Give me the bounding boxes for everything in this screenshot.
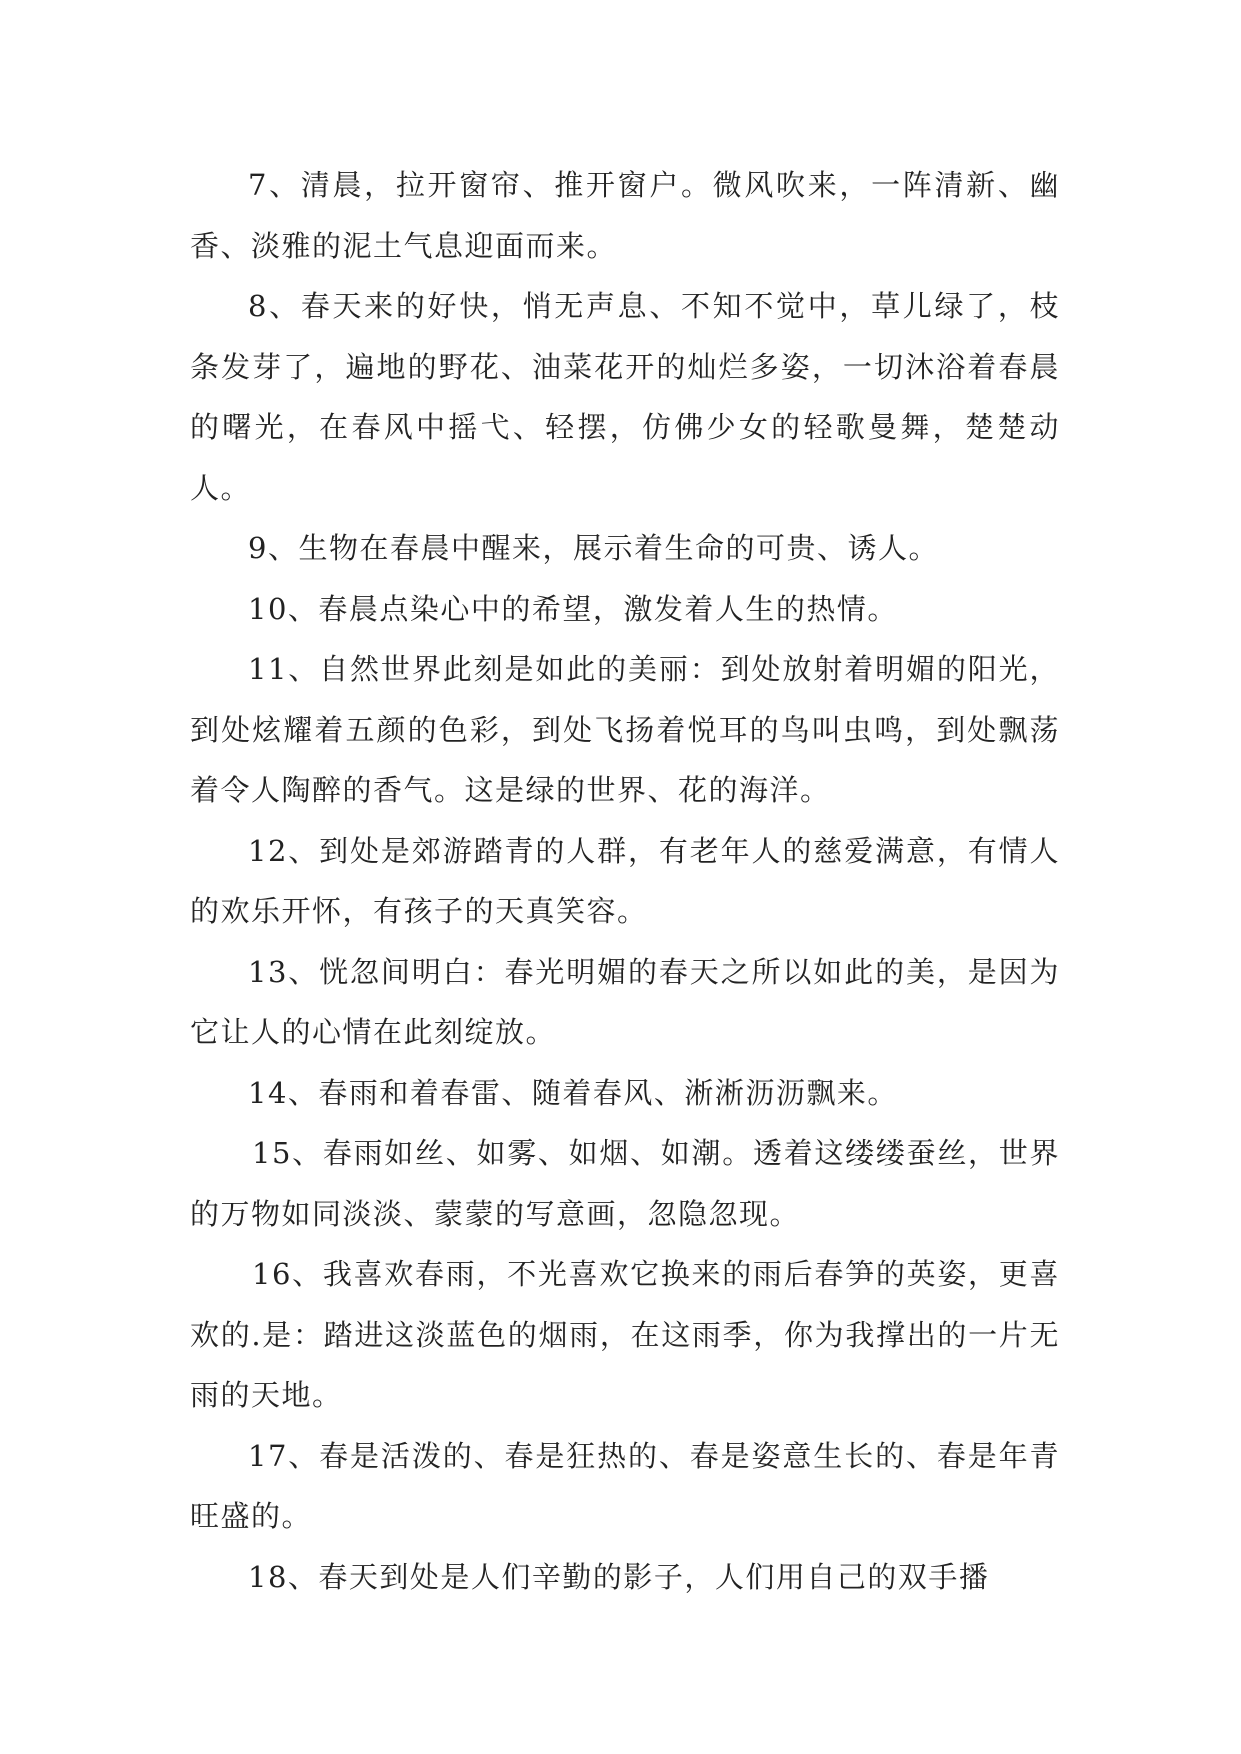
- paragraph-17: 17、春是活泼的、春是狂热的、春是姿意生长的、春是年青旺盛的。: [190, 1438, 1060, 1533]
- paragraph-9: 9、生物在春晨中醒来，展示着生命的可贵、诱人。: [248, 531, 939, 565]
- paragraph-15: 15、春雨如丝、如雾、如烟、如潮。透着这缕缕蚕丝，世界的万物如同淡淡、蒙蒙的写意画，忽隐忽现。: [190, 1136, 1060, 1231]
- paragraph-11: 11、自然世界此刻是如此的美丽：到处放射着明媚的阳光，到处炫耀着五颜的色彩，到处飞扬着悦耳的鸟叫虫鸣，到处飘荡着令人陶醉的香气。这是绿的世界、花的海洋。: [190, 652, 1060, 807]
- paragraph-12: 12、到处是郊游踏青的人群，有老年人的慈爱满意，有情人的欢乐开怀，有孩子的天真笑容。: [190, 833, 1060, 928]
- document-body: [190, 155, 1060, 1607]
- paragraph-7: 7、清晨，拉开窗帘、推开窗户。微风吹来，一阵清新、幽香、淡雅的泥土气息迎面而来。: [190, 168, 1060, 263]
- paragraph-8: 8、春天来的好快，悄无声息、不知不觉中，草儿绿了，枝条发芽了，遍地的野花、油菜花开的灿烂多姿，一切沐浴着春晨的曙光，在春风中摇弋、轻摆，仿佛少女的轻歌曼舞，楚楚动人。: [190, 289, 1060, 505]
- paragraph-16: 16、我喜欢春雨，不光喜欢它换来的雨后春笋的英姿，更喜欢的.是：踏进这淡蓝色的烟雨，在这雨季，你为我撑出的一片无雨的天地。: [190, 1257, 1060, 1412]
- paragraph-13: 13、恍忽间明白：春光明媚的春天之所以如此的美，是因为它让人的心情在此刻绽放。: [190, 954, 1060, 1049]
- paragraph-10: 10、春晨点染心中的希望，激发着人生的热情。: [248, 591, 898, 626]
- paragraph-18: 18、春天到处是人们辛勤的影子，人们用自己的双手播: [248, 1559, 990, 1594]
- paragraph-14: 14、春雨和着春雷、随着春风、淅淅沥沥飘来。: [248, 1075, 898, 1110]
